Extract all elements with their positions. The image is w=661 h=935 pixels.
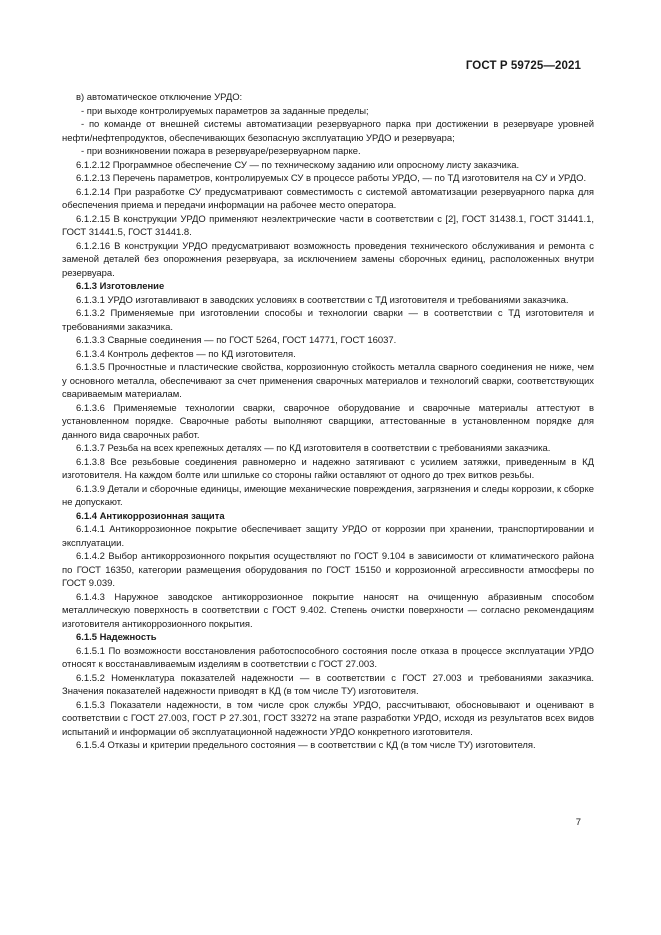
- document-header: ГОСТ Р 59725—2021: [465, 60, 581, 72]
- paragraph: 6.1.5.2 Номенклатура показателей надежности — в соответствии с ГОСТ 27.003 и требованиями заказчика. Значения показателей надежности приводят в КД (в том числе ТУ) изготовителя.: [62, 672, 594, 697]
- paragraph: - при возникновении пожара в резервуаре/резервуарном парке.: [81, 146, 361, 157]
- section-heading: 6.1.3 Изготовление: [76, 281, 165, 292]
- page-number: 7: [575, 817, 581, 828]
- paragraph: в) автоматическое отключение УРДО:: [76, 92, 243, 103]
- paragraph: 6.1.3.6 Применяемые технологии сварки, сварочное оборудование и сварочные материалы аттестуют в установленном порядке. Сварочные работы выполняют сварщики, аттестованные в установленном порядке для данного вида сварочных работ.: [62, 402, 594, 441]
- paragraph: 6.1.3.8 Все резьбовые соединения равномерно и надежно затягивают с усилием затяжки, приведенным в КД изготовителя. На каждом болте или шпильке со стороны гайки оставляют от одного до трех витков резьбы.: [62, 456, 594, 481]
- paragraph: 6.1.2.15 В конструкции УРДО применяют неэлектрические части в соответствии с [2], ГОСТ 31438.1, ГОСТ 31441.1, ГОСТ 31441.5, ГОСТ 31441.8.: [62, 213, 594, 238]
- paragraph: 6.1.3.9 Детали и сборочные единицы, имеющие механические повреждения, загрязнения и следы коррозии, к сборке не допускают.: [62, 483, 594, 508]
- paragraph: - при выходе контролируемых параметров за заданные пределы;: [81, 105, 369, 117]
- paragraph: 6.1.3.5 Прочностные и пластические свойства, коррозионную стойкость металла сварного соединения не ниже, чем у основного металла, обеспечивают за счет применения сварочных материалов и технологий сварки, соответствующих свариваемым материалам.: [62, 362, 594, 400]
- paragraph: 6.1.2.13 Перечень параметров, контролируемых СУ в процессе работы УРДО, — по ТД изготовителя на СУ и УРДО.: [76, 173, 587, 184]
- paragraph: 6.1.3.3 Сварные соединения — по ГОСТ 5264, ГОСТ 14771, ГОСТ 16037.: [76, 335, 397, 346]
- paragraph: 6.1.2.12 Программное обеспечение СУ — по техническому заданию или опросному листу заказчика.: [76, 159, 520, 171]
- paragraph: - по команде от внешней системы автоматизации резервуарного парка при достижении в резервуаре уровней нефти/нефтепродуктов, обеспечивающих безопасную эксплуатацию УРДО и резервуара;: [62, 119, 594, 144]
- paragraph: 6.1.5.1 По возможности восстановления работоспособного состояния после отказа в процессе эксплуатации УРДО относят к восстанавливаемым изделиям в соответствии с ГОСТ 27.003.: [62, 645, 594, 670]
- paragraph: 6.1.3.7 Резьба на всех крепежных деталях — по КД изготовителя в соответствии с требованиями заказчика.: [76, 443, 551, 454]
- paragraph: 6.1.3.2 Применяемые при изготовлении способы и технологии сварки — в соответствии с ТД изготовителя и требованиями заказчика.: [62, 308, 594, 333]
- paragraph: 6.1.4.3 Наружное заводское антикоррозионное покрытие наносят на очищенную абразивным способом металлическую поверхность в соответствии с ГОСТ 9.402. Степень очистки поверхности — согласно рекомендациям изготовителя антикоррозионного покрытия.: [62, 591, 594, 630]
- paragraph: 6.1.3.4 Контроль дефектов — по КД изготовителя.: [76, 348, 296, 360]
- paragraph: 6.1.5.3 Показатели надежности, в том числе срок службы УРДО, рассчитывают, обосновывают и оценивают в соответствии с ГОСТ 27.003, ГОСТ Р 27.301, ГОСТ 33272 на этапе разработки УРДО, исходя из результатов всех видов испытаний и информации об эксплуатационной надежности УРДО конкретного изготовителя.: [62, 699, 594, 738]
- paragraph: 6.1.2.14 При разработке СУ предусматривают совместимость с системой автоматизации резервуарного парка для обеспечения приема и передачи информации на рабочее место оператора.: [62, 186, 594, 211]
- document-body: [62, 91, 594, 753]
- section-heading: 6.1.5 Надежность: [76, 632, 157, 643]
- paragraph: 6.1.4.1 Антикоррозионное покрытие обеспечивает защиту УРДО от коррозии при хранении, транспортировании и эксплуатации.: [62, 524, 594, 549]
- section-heading: 6.1.4 Антикоррозионная защита: [76, 510, 225, 522]
- paragraph: 6.1.2.16 В конструкции УРДО предусматривают возможность проведения технического обслуживания и ремонта с заменой деталей без опорожнения резервуара, за исключением замены сборочных единиц, расположенных внутри резервуара.: [62, 240, 594, 279]
- paragraph: 6.1.5.4 Отказы и критерии предельного состояния — в соответствии с КД (в том числе ТУ) изготовителя.: [76, 740, 536, 751]
- paragraph: 6.1.4.2 Выбор антикоррозионного покрытия осуществляют по ГОСТ 9.104 в зависимости от климатического района по ГОСТ 16350, категории размещения оборудования по ГОСТ 15150 и коррозионной агрессивности атмосферы по ГОСТ 9.039.: [62, 551, 594, 589]
- paragraph: 6.1.3.1 УРДО изготавливают в заводских условиях в соответствии с ТД изготовителя и требованиями заказчика.: [76, 294, 569, 306]
